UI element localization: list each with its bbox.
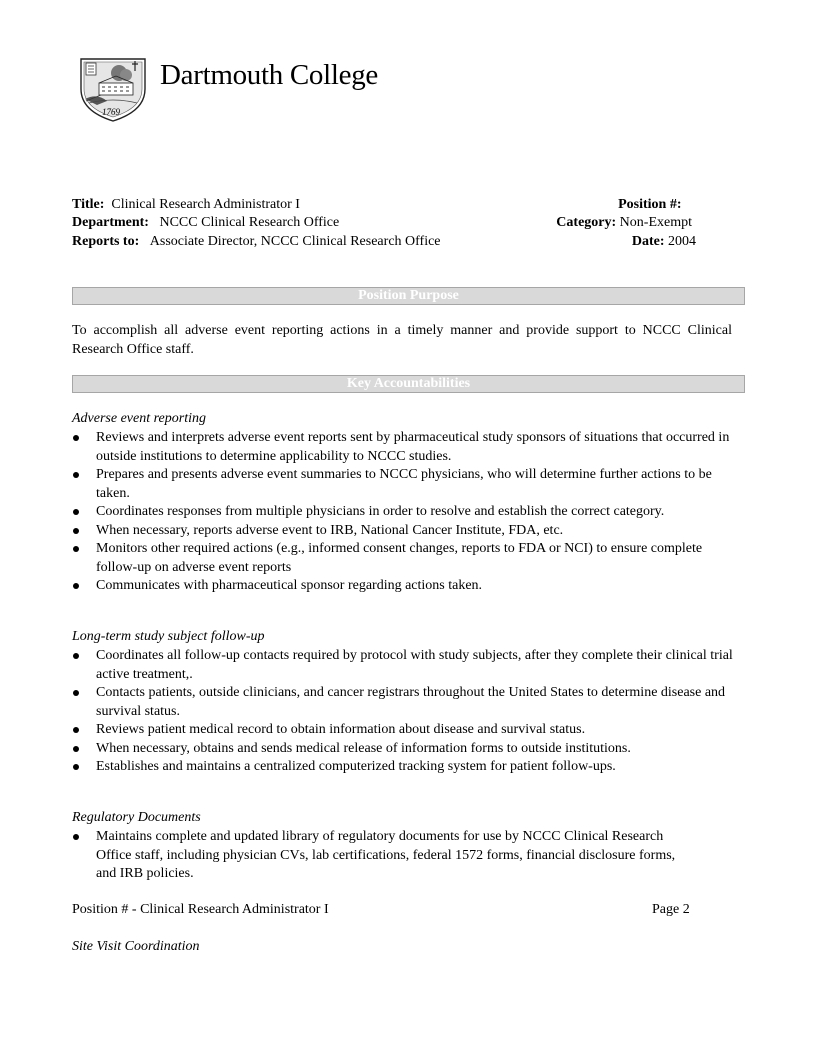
reports-to-row [72,234,441,250]
page-number: Page 2 [652,902,690,917]
section-title-site-visit-coordination: Site Visit Coordination [72,939,200,954]
list-item-text: Coordinates responses from multiple physicians in order to resolve and establish the correct category. [96,504,665,519]
adverse-event-list [72,429,736,596]
list-item-text: When necessary, reports adverse event to IRB, National Cancer Institute, FDA, etc. [96,522,564,538]
title-value: Clinical Research Administrator I [111,197,300,212]
list-item-text: Reviews and interprets adverse event reports sent by pharmaceutical study sponsors of situations that occurred in outside institutions to determine applicability to NCCC studies. [96,430,730,464]
college-name: Dartmouth College [160,59,378,91]
list-item-text: Prepares and presents adverse event summaries to NCCC physicians, who will determine further actions to be taken. [96,467,712,501]
bullet-icon [73,690,79,696]
department-row [72,215,339,231]
department-label: Department: [72,215,149,230]
bullet-icon [73,746,79,752]
title-label: Title: [72,197,105,212]
list-item-text: Maintains complete and updated library of regulatory documents for use by NCCC Clinical Research Office staff, including physician CVs, lab certifications, federal 1572 forms, financial disclosure forms, and IRB policies. [96,829,676,881]
bullet-icon [73,834,79,840]
list-item-text: When necessary, obtains and sends medical release of information forms to outside institutions. [96,740,631,756]
list-item [72,740,736,759]
bullet-icon [73,528,79,534]
list-item [72,503,736,522]
position-purpose-heading: Position Purpose [72,287,745,305]
department-value: NCCC Clinical Research Office [159,215,340,230]
bullet-icon [73,583,79,589]
list-item [72,577,736,596]
category-label: Category: [556,215,617,230]
bullet-icon [73,509,79,515]
list-item-text: Coordinates all follow-up contacts required by protocol with study subjects, after they complete their clinical trial active treatment,. [96,648,733,682]
college-seal-logo [77,55,149,125]
reports-to-label: Reports to: [72,234,140,249]
position-purpose-text: To accomplish all adverse event reporting actions in a timely manner and provide support to NCCC Clinical Research Office staff. [72,323,732,357]
list-item [72,647,736,684]
date-value: 2004 [668,234,696,249]
category-row [556,215,692,231]
list-item [72,522,736,541]
bullet-icon [73,472,79,478]
list-item [72,758,736,777]
position-number-row [618,197,685,213]
list-item-text: Establishes and maintains a centralized computerized tracking system for patient follow-ups. [96,759,616,774]
reports-to-value: Associate Director, NCCC Clinical Research Office [149,234,441,249]
bullet-icon [73,435,79,441]
category-value: Non-Exempt [619,215,692,230]
section-title-long-term-follow-up: Long-term study subject follow-up [72,629,265,644]
bullet-icon [73,653,79,659]
date-row [632,234,696,250]
date-label: Date: [631,234,665,249]
title-row [72,197,300,213]
regulatory-documents-list [72,828,736,884]
list-item [72,429,736,466]
list-item [72,684,736,721]
section-title-regulatory-documents: Regulatory Documents [72,810,201,825]
list-item [72,828,736,884]
list-item [72,466,736,503]
list-item [72,721,736,740]
page-footer-left: Position # - Clinical Research Administrator I [72,902,329,917]
follow-up-list [72,647,736,777]
bullet-icon [73,764,79,770]
position-number-label: Position #: [618,197,682,212]
list-item-text: Monitors other required actions (e.g., informed consent changes, reports to FDA or NCI) to ensure complete follow-up on adverse event reports [96,541,703,575]
bullet-icon [73,546,79,552]
section-title-adverse-event-reporting: Adverse event reporting [72,411,206,426]
list-item-text: Reviews patient medical record to obtain information about disease and survival status. [96,722,586,737]
list-item-text: Communicates with pharmaceutical sponsor regarding actions taken. [96,578,483,593]
key-accountabilities-heading: Key Accountabilities [72,375,745,393]
seal-year: 1769 [102,107,120,117]
list-item [72,540,736,577]
list-item-text: Contacts patients, outside clinicians, and cancer registrars throughout the United States to determine disease and survival status. [96,685,726,719]
bullet-icon [73,727,79,733]
